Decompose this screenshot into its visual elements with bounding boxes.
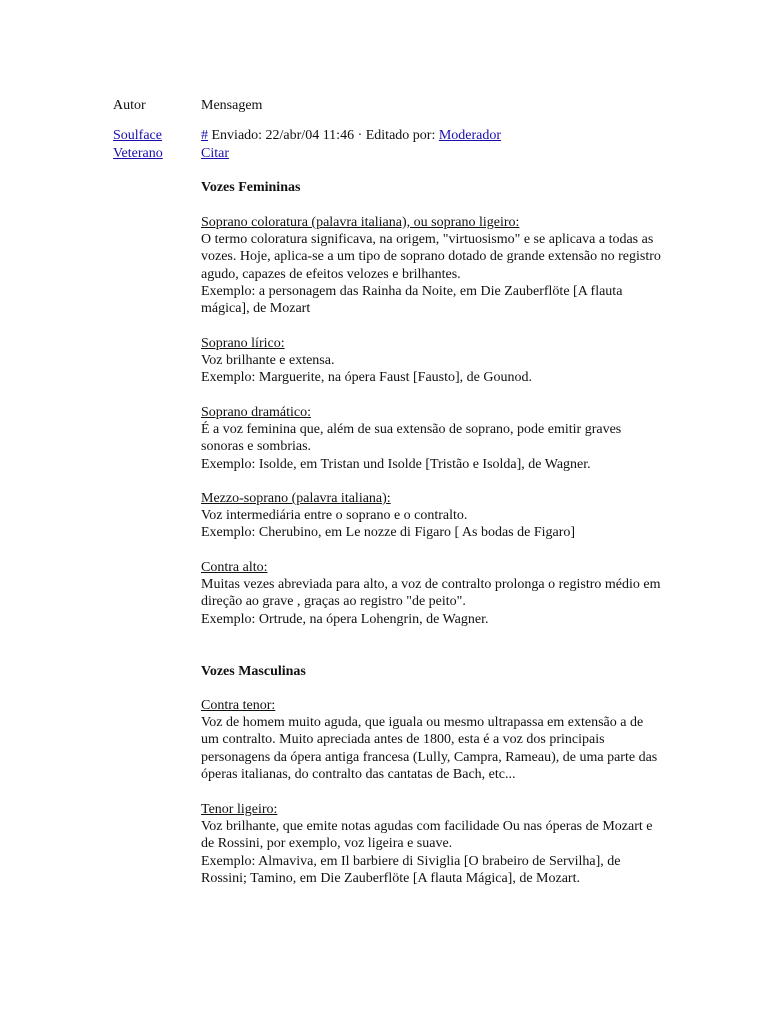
voice-text-line: Voz brilhante e extensa. (201, 353, 335, 369)
voice-text-line: Voz de homem muito aguda, que iguala ou mesmo ultrapassa em extensão a de (201, 715, 644, 731)
voice-block-dramatico (201, 404, 711, 473)
voice-example-line: Exemplo: Almaviva, em Il barbiere di Siviglia [O brabeiro de Servilha], de (201, 853, 621, 869)
voice-block-coloratura (201, 214, 711, 317)
voice-block-tenor-ligeiro (201, 801, 711, 887)
voice-title: Mezzo-soprano (palavra italiana): (201, 491, 391, 506)
voice-example-line: Exemplo: a personagem das Rainha da Noite, em Die Zauberflöte [A flauta (201, 283, 623, 299)
voice-block-mezzo (201, 490, 711, 542)
voice-title: Soprano coloratura (palavra italiana), ou soprano ligeiro: (201, 215, 520, 230)
voice-text-line: O termo coloratura significava, na origem, "virtuosismo" e se aplicava a todas as (201, 232, 654, 248)
voice-block-lirico (201, 335, 711, 387)
voice-title: Soprano lírico: (201, 336, 285, 351)
voice-example-line: Exemplo: Marguerite, na ópera Faust [Fausto], de Gounod. (201, 370, 533, 386)
editor-link[interactable]: Moderador (438, 128, 502, 143)
author-column-header: Autor (113, 98, 146, 113)
quote-link[interactable]: Citar (201, 146, 229, 161)
message-column-header: Mensagem (201, 98, 263, 113)
voice-text-line: É a voz feminina que, além de sua extensão de soprano, pode emitir graves (201, 422, 622, 438)
voice-title: Contra tenor: (201, 698, 276, 713)
voice-block-contralto (201, 559, 711, 628)
voice-text-line: Voz intermediária entre o soprano e o contralto. (201, 508, 468, 524)
voice-text-line: agudo, capazes de efeitos velozes e brilhantes. (201, 266, 461, 282)
author-rank-link[interactable]: Veterano (113, 146, 163, 161)
voice-example-line: Exemplo: Ortrude, na ópera Lohengrin, de Wagner. (201, 611, 489, 627)
voice-text-line: de Rossini, por exemplo, voz ligeira e suave. (201, 836, 453, 852)
post-sent-info: Enviado: 22/abr/04 11:46 · Editado por: (211, 128, 436, 143)
voice-text-line: óperas italianas, do contralto das cantatas de Bach, etc... (201, 766, 516, 782)
voice-text-line: um contralto. Muito apreciada antes de 1800, esta é a voz dos principais (201, 732, 605, 748)
post-meta (201, 127, 501, 144)
voice-text-line: sonoras e sombrias. (201, 439, 312, 455)
voice-text-line: direção ao grave , graças ao registro "de peito". (201, 594, 466, 610)
voice-example-line: Exemplo: Isolde, em Tristan und Isolde [Tristão e Isolda], de Wagner. (201, 456, 591, 472)
voice-text-line: vozes. Hoje, aplica-se a um tipo de soprano dotado de grande extensão no registro (201, 249, 661, 265)
voice-title: Tenor ligeiro: (201, 802, 278, 817)
voice-example-line: Rossini; Tamino, em Die Zauberflöte [A flauta Mágica], de Mozart. (201, 870, 580, 886)
voice-example-line: mágica], de Mozart (201, 300, 311, 316)
post-anchor-link[interactable]: # (201, 128, 208, 143)
voice-text-line: Muitas vezes abreviada para alto, a voz de contralto prolonga o registro médio em (201, 577, 661, 593)
voice-title: Contra alto: (201, 560, 268, 575)
voice-example-line: Exemplo: Cherubino, em Le nozze di Figaro [ As bodas de Figaro] (201, 525, 576, 541)
section-title-male-voices: Vozes Masculinas (201, 664, 306, 679)
author-name-link[interactable]: Soulface (113, 128, 162, 143)
voice-block-contratenor (201, 697, 711, 783)
section-title-female-voices: Vozes Femininas (201, 180, 301, 195)
voice-text-line: personagens da ópera antiga francesa (Lully, Campra, Rameau), de uma parte das (201, 749, 658, 765)
voice-text-line: Voz brilhante, que emite notas agudas com facilidade Ou nas óperas de Mozart e (201, 819, 653, 835)
voice-title: Soprano dramático: (201, 405, 312, 420)
